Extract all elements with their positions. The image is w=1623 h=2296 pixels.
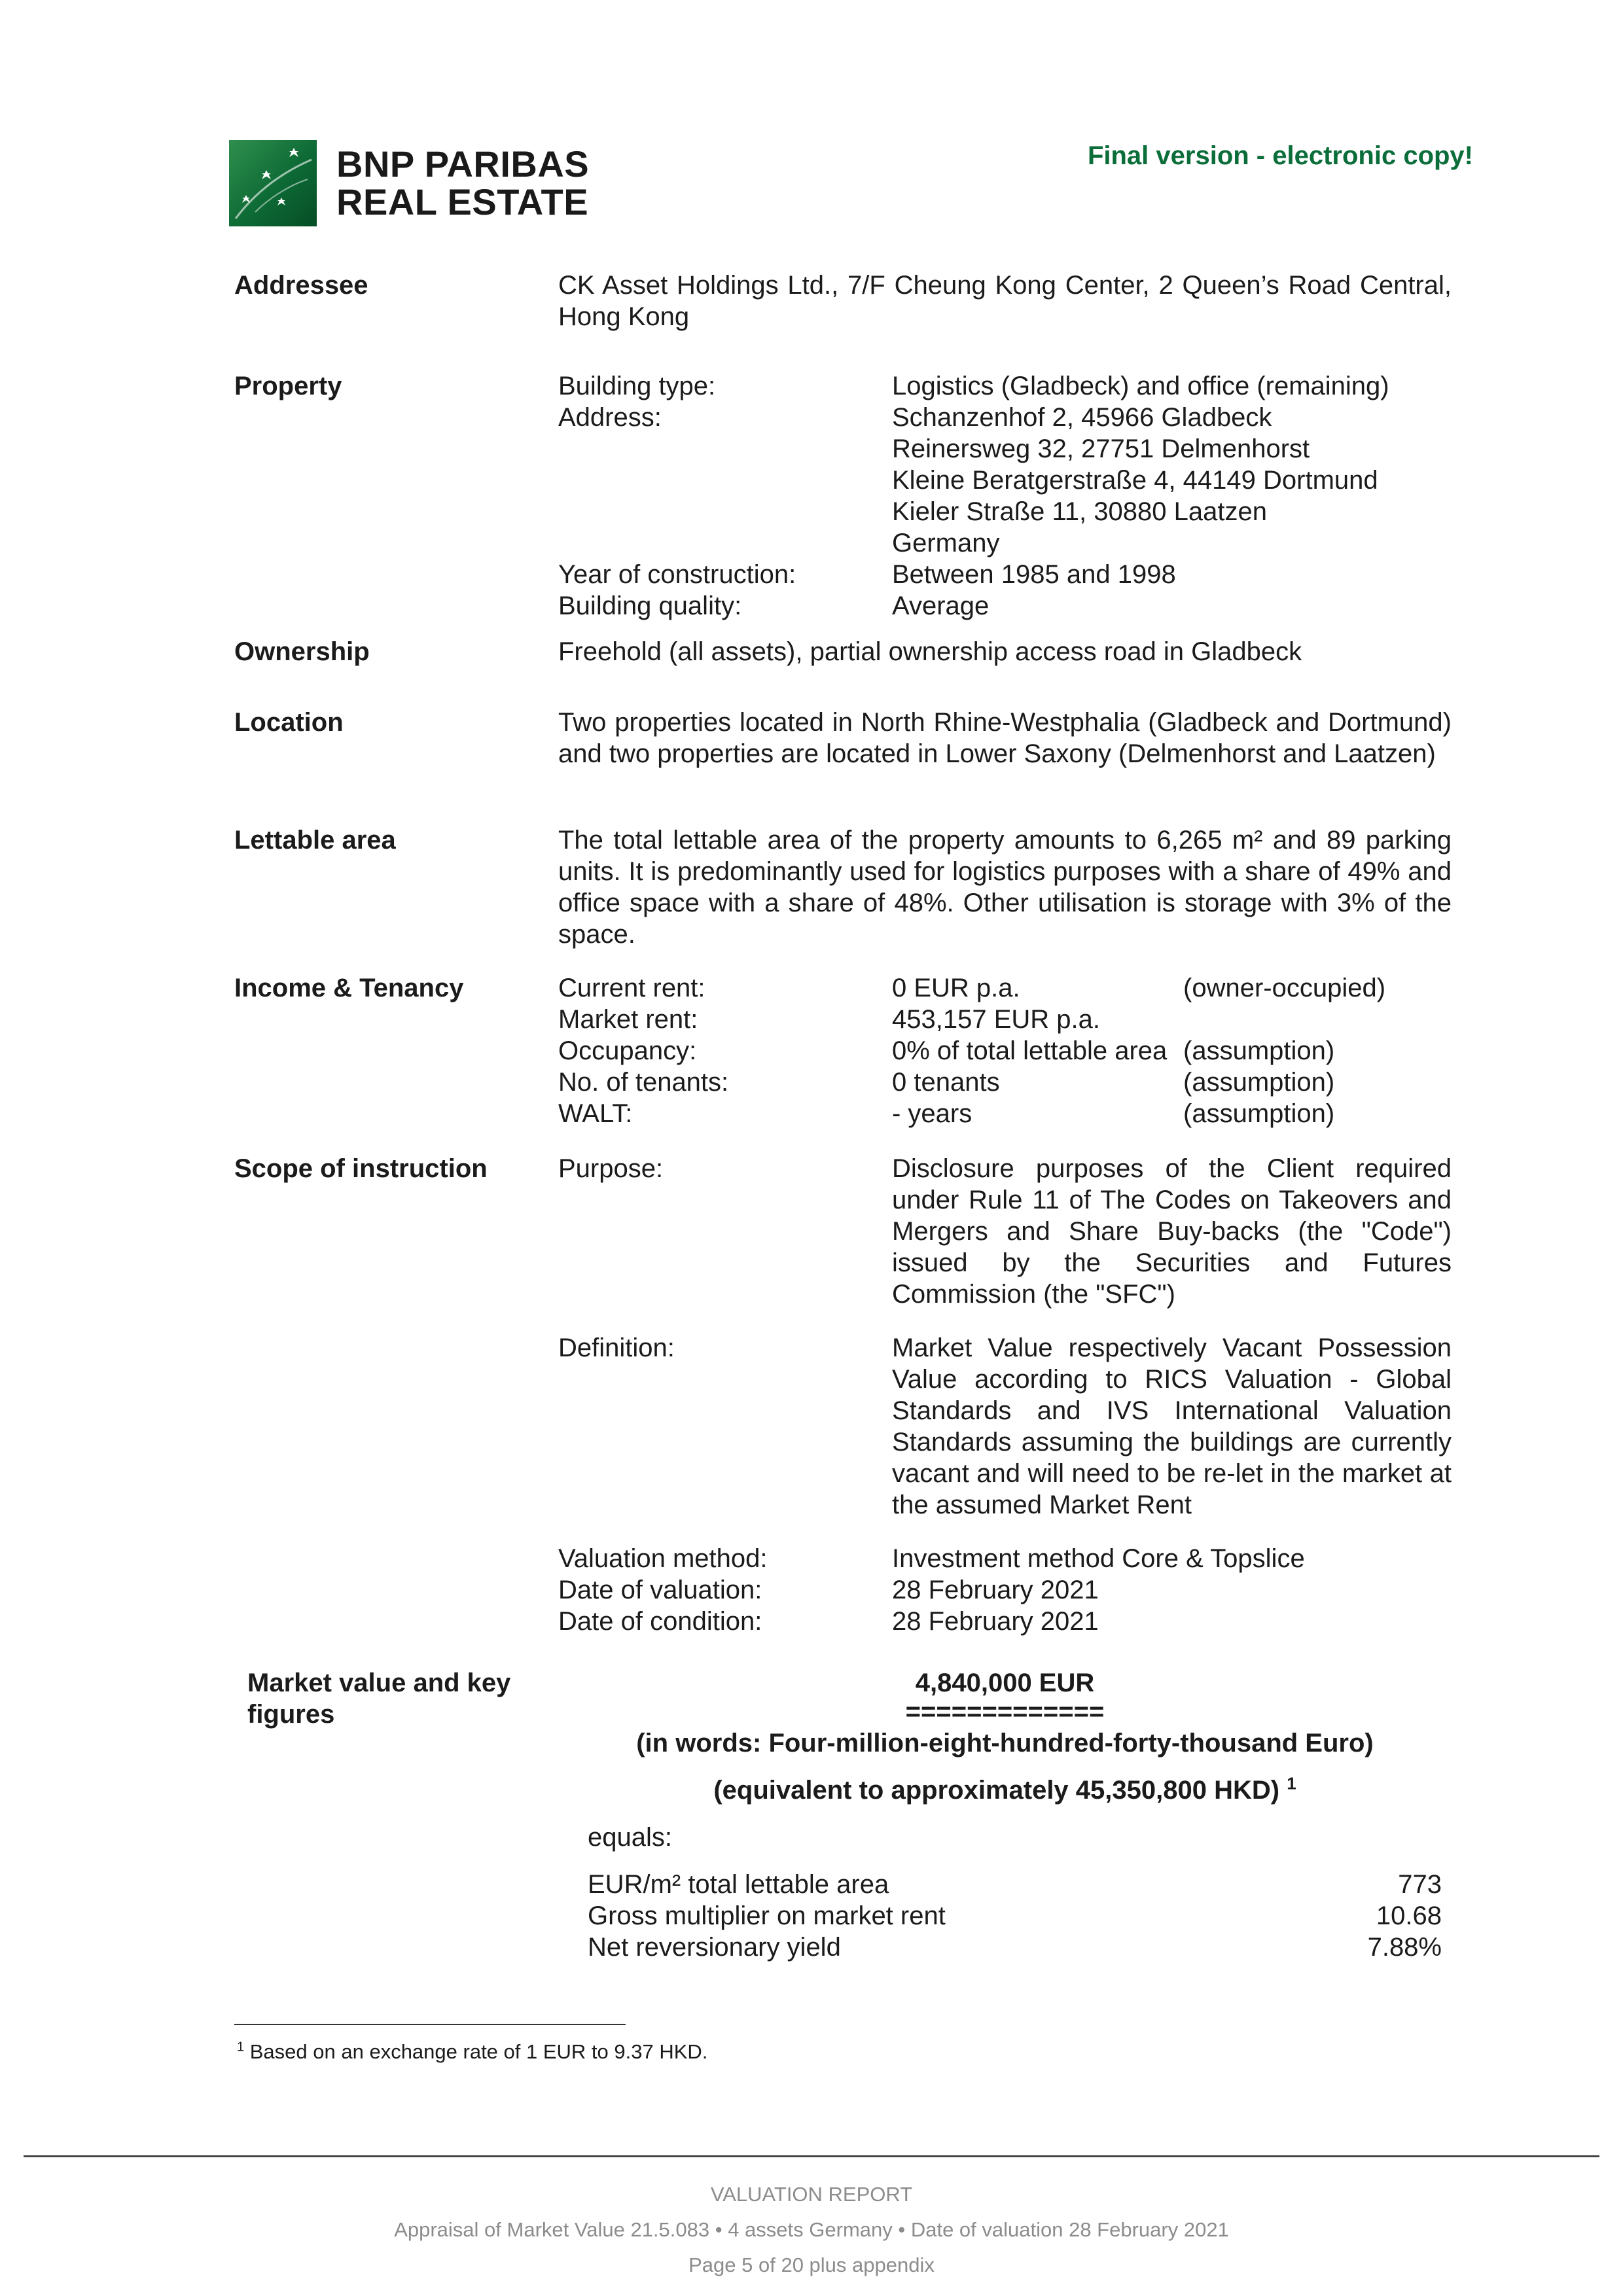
address-row xyxy=(558,402,1452,559)
footnote-reference: 1 xyxy=(1287,1773,1296,1793)
location-label: Location xyxy=(234,708,344,737)
company-logo xyxy=(229,140,589,226)
addressee-label: Addressee xyxy=(234,271,368,300)
income-value: 0 tenants xyxy=(892,1068,1000,1097)
address-key: Address: xyxy=(558,403,662,432)
year-key: Year of construction: xyxy=(558,560,796,589)
metric-row xyxy=(588,1900,1442,1932)
addressee-section xyxy=(234,270,1452,370)
income-value: 453,157 EUR p.a. xyxy=(892,1005,1100,1034)
footnote-number: 1 xyxy=(237,2040,245,2055)
definition-row xyxy=(558,1332,1452,1543)
building-type-key: Building type: xyxy=(558,372,716,400)
building-type-row xyxy=(558,370,1452,402)
market-value-amount: 4,840,000 EUR xyxy=(915,1669,1095,1697)
year-row xyxy=(558,559,1452,590)
ownership-label: Ownership xyxy=(234,637,370,666)
income-note: (assumption) xyxy=(1183,1099,1335,1128)
date-of-valuation-row xyxy=(558,1574,1452,1606)
metric-row xyxy=(588,1932,1442,1963)
ownership-text: Freehold (all assets), partial ownership access road in Gladbeck xyxy=(558,637,1302,666)
footnote xyxy=(237,2040,707,2064)
metric-label: Net reversionary yield xyxy=(588,1933,841,1962)
stars-logo-icon xyxy=(229,140,317,226)
quality-row xyxy=(558,590,1452,622)
location-text: Two properties located in North Rhine-Westphalia (Gladbeck and Dortmund) and two properties are located in Lower Saxony (Delmenhorst and Laatzen) xyxy=(558,708,1452,768)
final-version-note: Final version - electronic copy! xyxy=(1087,141,1473,170)
location-section xyxy=(234,707,1452,824)
logo-line-2: REAL ESTATE xyxy=(336,181,589,222)
metric-value: 773 xyxy=(1398,1870,1442,1899)
footnote-divider xyxy=(234,2024,626,2025)
footer-report-title: VALUATION REPORT xyxy=(710,2183,913,2206)
definition-value: Market Value respectively Vacant Possession Value according to RICS Valuation - Global Standards and IVS International Valuation Standards assuming the buildings are currently vacant and will need to be re-let in the market at the assumed Market Rent xyxy=(892,1333,1452,1519)
metric-value: 10.68 xyxy=(1376,1901,1442,1930)
ownership-section xyxy=(234,636,1452,707)
income-note: (owner-occupied) xyxy=(1183,974,1386,1002)
lettable-area-section xyxy=(234,824,1452,972)
scope-section xyxy=(234,1153,1452,1667)
year-value: Between 1985 and 1998 xyxy=(892,560,1176,589)
date-of-condition-value: 28 February 2021 xyxy=(892,1607,1099,1636)
income-key: Occupancy: xyxy=(558,1036,697,1065)
metric-row xyxy=(588,1869,1442,1900)
equals-label: equals: xyxy=(588,1823,672,1852)
address-line: Germany xyxy=(892,529,1000,557)
market-value-underline: ============= xyxy=(905,1697,1105,1726)
income-row xyxy=(558,1067,1452,1098)
address-line: Schanzenhof 2, 45966 Gladbeck xyxy=(892,403,1272,432)
income-row xyxy=(558,1004,1452,1035)
date-of-valuation-value: 28 February 2021 xyxy=(892,1576,1099,1604)
property-section xyxy=(234,370,1452,636)
quality-value: Average xyxy=(892,592,990,620)
market-value-in-words: (in words: Four-million-eight-hundred-forty-thousand Euro) xyxy=(636,1729,1374,1757)
income-row xyxy=(558,1035,1452,1067)
income-value: - years xyxy=(892,1099,972,1128)
income-key: Current rent: xyxy=(558,974,705,1002)
logo-line-1: BNP PARIBAS xyxy=(336,143,590,185)
addressee-text: CK Asset Holdings Ltd., 7/F Cheung Kong Center, 2 Queen’s Road Central, Hong Kong xyxy=(558,271,1452,331)
address-line: Kleine Beratgerstraße 4, 44149 Dortmund xyxy=(892,466,1378,495)
logo-text xyxy=(336,145,589,221)
footer-page-number: Page 5 of 20 plus appendix xyxy=(688,2253,935,2276)
income-key: Market rent: xyxy=(558,1005,698,1034)
purpose-value: Disclosure purposes of the Client required under Rule 11 of The Codes on Takeovers and Mergers and Share Buy-backs (the "Code") issued by the Securities and Futures Commission (the "SFC") xyxy=(892,1154,1452,1309)
market-value-equivalent xyxy=(558,1775,1452,1806)
market-value-label: Market value and key figures xyxy=(247,1669,511,1729)
quality-key: Building quality: xyxy=(558,592,742,620)
footer-appraisal-info: Appraisal of Market Value 21.5.083 • 4 assets Germany • Date of valuation 28 February 2021 xyxy=(394,2218,1229,2241)
income-value: 0 EUR p.a. xyxy=(892,974,1020,1002)
date-of-condition-key: Date of condition: xyxy=(558,1607,762,1636)
method-value: Investment method Core & Topslice xyxy=(892,1544,1305,1573)
building-type-value: Logistics (Gladbeck) and office (remaining) xyxy=(892,372,1389,400)
income-value: 0% of total lettable area xyxy=(892,1036,1168,1065)
footnote-text: Based on an exchange rate of 1 EUR to 9.37 HKD. xyxy=(249,2040,708,2063)
income-key: WALT: xyxy=(558,1099,633,1128)
income-note: (assumption) xyxy=(1183,1036,1335,1065)
date-of-valuation-key: Date of valuation: xyxy=(558,1576,762,1604)
purpose-key: Purpose: xyxy=(558,1154,664,1183)
metric-label: Gross multiplier on market rent xyxy=(588,1901,946,1930)
market-value-section xyxy=(234,1667,1452,1963)
footer-divider xyxy=(24,2155,1599,2157)
property-label: Property xyxy=(234,372,342,400)
definition-key: Definition: xyxy=(558,1333,675,1362)
address-line: Kieler Straße 11, 30880 Laatzen xyxy=(892,497,1267,526)
purpose-row xyxy=(558,1153,1452,1332)
address-line: Reinersweg 32, 27751 Delmenhorst xyxy=(892,434,1310,463)
income-label: Income & Tenancy xyxy=(234,974,464,1002)
equivalent-text: (equivalent to approximately 45,350,800 HKD) xyxy=(713,1776,1280,1805)
scope-label: Scope of instruction xyxy=(234,1154,488,1183)
lettable-area-label: Lettable area xyxy=(234,826,396,855)
valuation-summary xyxy=(234,270,1452,1963)
income-row xyxy=(558,1098,1452,1129)
method-key: Valuation method: xyxy=(558,1544,768,1573)
income-note xyxy=(1183,1004,1452,1035)
income-note: (assumption) xyxy=(1183,1068,1335,1097)
income-tenancy-section xyxy=(234,972,1452,1153)
income-key: No. of tenants: xyxy=(558,1068,729,1097)
date-of-condition-row xyxy=(558,1606,1452,1637)
lettable-area-text: The total lettable area of the property amounts to 6,265 m² and 89 parking units. It is predominantly used for logistics purposes with a share of 49% and office space with a share of 48%. Other utilisation is storage with 3% of the space. xyxy=(558,826,1452,949)
method-row xyxy=(558,1543,1452,1574)
metric-value: 7.88% xyxy=(1367,1933,1442,1962)
income-row xyxy=(558,972,1452,1004)
metric-label: EUR/m² total lettable area xyxy=(588,1870,889,1899)
